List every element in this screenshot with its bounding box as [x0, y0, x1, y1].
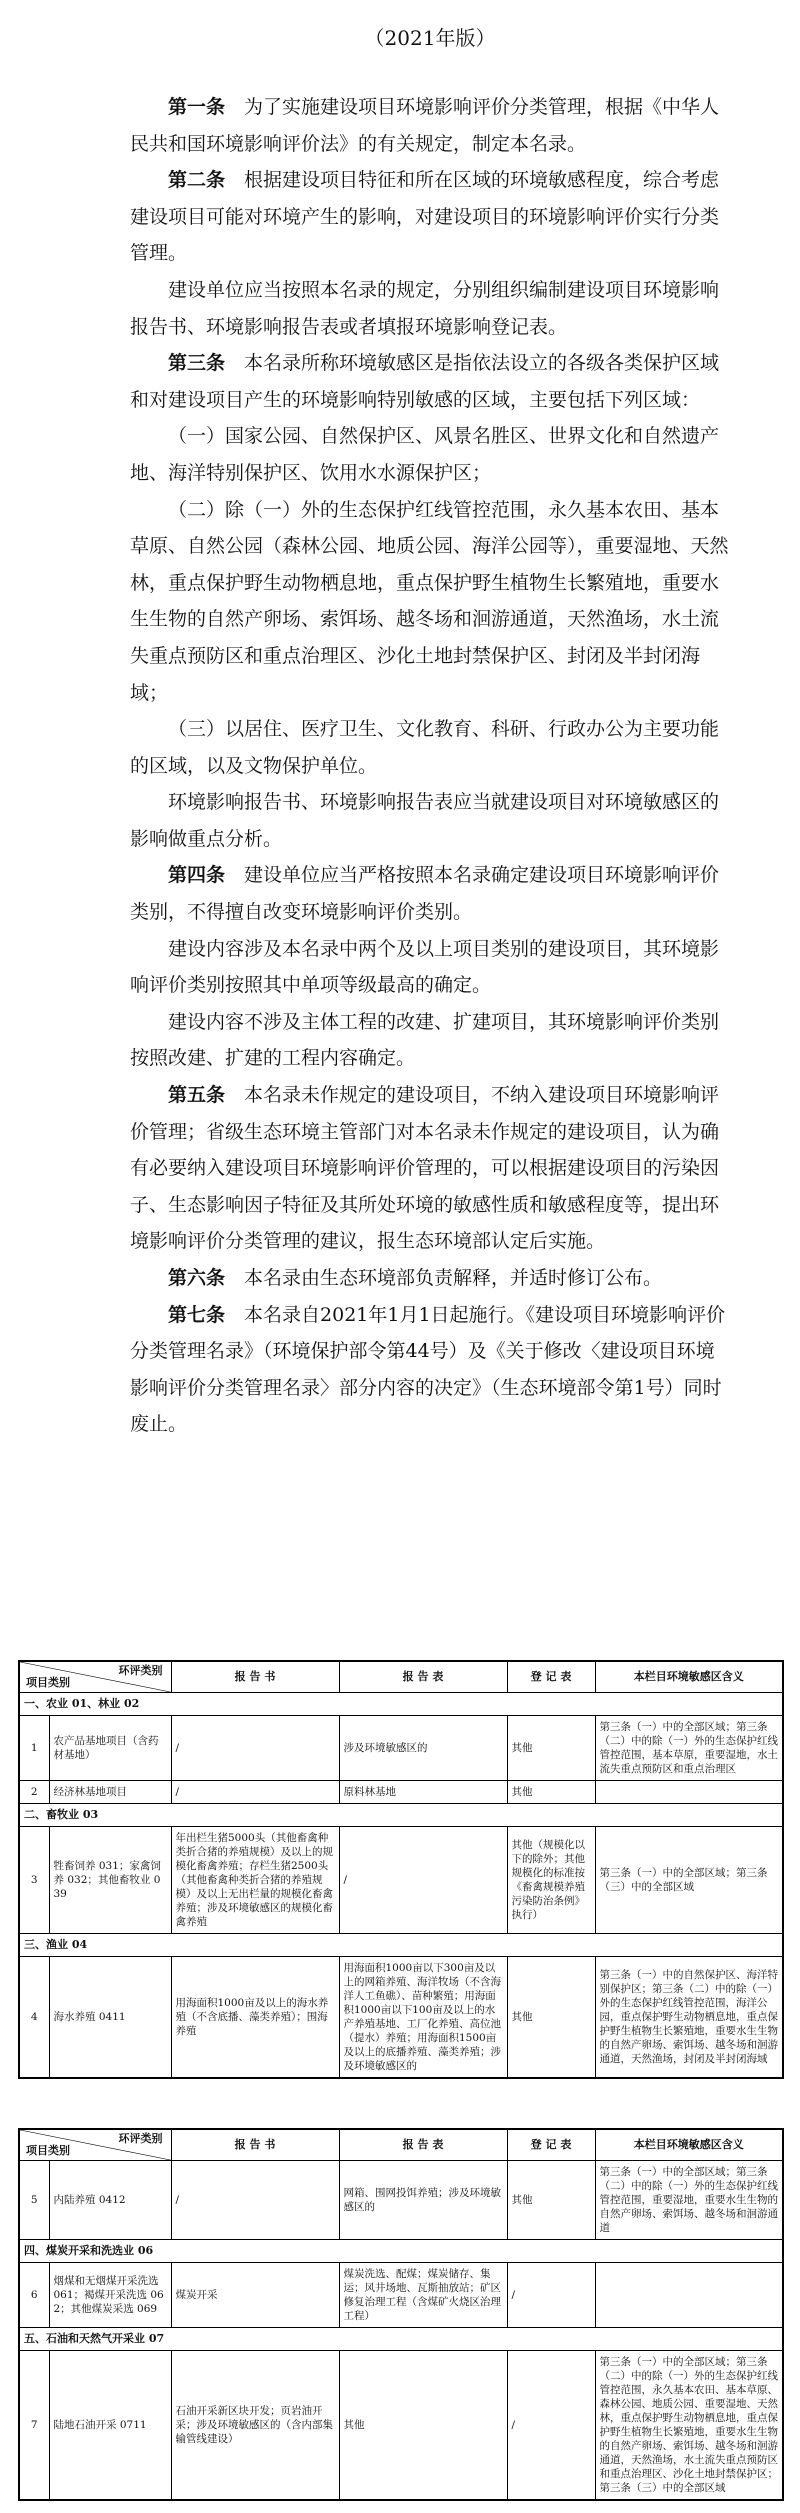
row-number: 3: [19, 1827, 49, 1934]
table-header-row: [19, 2129, 783, 2161]
article-paragraph: [130, 857, 730, 930]
article-text: 为了实施建设项目环境影响评价分类管理，根据《中华人民共和国环境影响评价法》的有关规定，制定本名录。: [130, 96, 720, 155]
article-paragraph: [130, 784, 730, 857]
report-form-cell: 其他: [339, 2351, 507, 2501]
report-form-cell: 网箱、围网投饵养殖；涉及环境敏感区的: [339, 2161, 507, 2240]
report-book-cell: /: [171, 1781, 339, 1804]
header-sensitive-area: 本栏目环境敏感区含义: [595, 2129, 783, 2161]
article-paragraph: [130, 89, 730, 162]
article-paragraph: [130, 492, 730, 712]
header-registration: 登 记 表: [507, 1661, 595, 1693]
table-row: [19, 1781, 783, 1804]
project-category: 农产品基地项目（含药材基地）: [49, 1716, 171, 1781]
sensitive-area-cell: [595, 2263, 783, 2328]
table-section-row: [19, 1693, 783, 1716]
article-number: 第四条: [168, 864, 226, 887]
article-text: （三）以居住、医疗卫生、文化教育、科研、行政办公为主要功能的区域，以及文物保护单位。: [130, 718, 720, 777]
section-title: 四、煤炭开采和洗选业 06: [19, 2240, 783, 2263]
report-form-cell: /: [339, 1827, 507, 1934]
section-title: 五、石油和天然气开采业 07: [19, 2328, 783, 2351]
header-project-category: 项目类别: [26, 2144, 70, 2157]
article-number: 第六条: [168, 1267, 226, 1289]
article-text: 建设内容涉及本名录中两个及以上项目类别的建设项目，其环境影响评价类别按照其中单项等级最高的确定。: [130, 937, 720, 997]
article-text: 建设单位应当严格按照本名录确定建设项目环境影响评价类别，不得擅自改变环境影响评价类别。: [130, 864, 720, 924]
registration-cell: 其他: [507, 2161, 595, 2240]
sensitive-area-cell: [595, 1781, 783, 1804]
table-row: [19, 2161, 783, 2240]
edition-label: （2021年版）: [364, 26, 496, 50]
report-book-cell: 年出栏生猪5000头（其他畜禽种类折合猪的养殖规模）及以上的规模化畜禽养殖；存栏生猪2500头（其他畜禽种类折合猪的养殖规模）及以上无出栏量的规模化畜禽养殖；涉及环境敏感区的规模化畜禽养殖: [171, 1827, 339, 1934]
sensitive-area-cell: 第三条（一）中的自然保护区、海洋特别保护区；第三条（二）中的除（一）外的生态保护红线管控范围，海洋公园，重点保护野生动物栖息地，重点保护野生植物生长繁殖地，重要水生生物的自然产卵场、索饵场、越冬场和洄游通道，天然渔场，封闭及半封闭海域: [595, 1957, 783, 2079]
table-row: [19, 1827, 783, 1934]
project-category: 内陆养殖 0412: [49, 2161, 171, 2240]
article-text: 本名录所称环境敏感区是指依法设立的各级各类保护区域和对建设项目产生的环境影响特别敏感的区域，主要包括下列区域：: [130, 352, 720, 411]
row-number: 1: [19, 1716, 49, 1781]
report-book-cell: /: [171, 2161, 339, 2240]
project-category: 海水养殖 0411: [49, 1957, 171, 2079]
article-paragraph: [130, 1260, 730, 1297]
row-number: 6: [19, 2263, 49, 2328]
table-header-row: [19, 1661, 783, 1693]
article-number: 第一条: [168, 96, 226, 118]
header-report-form: 报 告 表: [339, 1661, 507, 1693]
table-row: [19, 2263, 783, 2328]
section-title: 一、农业 01、林业 02: [19, 1693, 783, 1716]
catalog-table-2-wrap: [18, 2128, 782, 2501]
article-list: [130, 89, 730, 1443]
article-paragraph: [130, 1297, 730, 1443]
registration-cell: /: [507, 2263, 595, 2328]
registration-cell: /: [507, 2351, 595, 2501]
project-category: 烟煤和无烟煤开采洗选 061；褐煤开采洗选 062；其他煤炭采选 069: [49, 2263, 171, 2328]
sensitive-area-cell: 第三条（一）中的全部区域；第三条（三）中的全部区域: [595, 1827, 783, 1934]
article-number: 第七条: [168, 1303, 226, 1326]
article-text: 环境影响报告书、环境影响报告表应当就建设项目对环境敏感区的影响做重点分析。: [130, 791, 720, 850]
table-row: [19, 1716, 783, 1781]
table-row: [19, 2351, 783, 2501]
row-number: 5: [19, 2161, 49, 2240]
header-eia-category: 环评类别: [118, 2132, 163, 2145]
article-number: 第三条: [168, 352, 226, 375]
row-number: 2: [19, 1781, 49, 1804]
registration-cell: 其他: [507, 1957, 595, 2079]
table-section-row: [19, 1934, 783, 1957]
row-number: 4: [19, 1957, 49, 2079]
registration-cell: 其他: [507, 1716, 595, 1781]
article-text: 建设内容不涉及主体工程的改建、扩建项目，其环境影响评价类别按照改建、扩建的工程内容确定。: [130, 1010, 720, 1070]
article-paragraph: [130, 272, 730, 345]
article-text: 本名录未作规定的建设项目，不纳入建设项目环境影响评价管理；省级生态环境主管部门对本名录未作规定的建设项目，认为确有必要纳入建设项目环境影响评价管理的，可以根据建设项目的污染因子、生态影响因子特征及其所处环境的敏感性质和敏感程度等，提出环境影响评价分类管理的建议，报生态环境部认定后实施。: [130, 1084, 720, 1253]
article-text: 建设单位应当按照本名录的规定，分别组织编制建设项目环境影响报告书、环境影响报告表或者填报环境影响登记表。: [130, 278, 720, 338]
header-eia-category: 环评类别: [118, 1664, 163, 1677]
report-form-cell: 煤炭洗选、配煤；煤炭储存、集运；风井场地、瓦斯抽放站；矿区修复治理工程（含煤矿火烧区治理工程）: [339, 2263, 507, 2328]
report-form-cell: 用海面积1000亩以下300亩及以上的网箱养殖、海洋牧场（不含海洋人工鱼礁）、苗种繁殖；用海面积1000亩以下100亩及以上的水产养殖基地、工厂化养殖、高位池（提水）养殖；用海面积1500亩及以上的底播养殖、藻类养殖；涉及环境敏感区的: [339, 1957, 507, 2079]
sensitive-area-cell: 第三条（一）中的全部区域；第三条（二）中的除（一）外的生态保护红线管控范围，基本草原，重要湿地，水土流失重点预防区和重点治理区: [595, 1716, 783, 1781]
article-paragraph: [130, 162, 730, 272]
article-number: 第五条: [168, 1084, 226, 1107]
project-category: 经济林基地项目: [49, 1781, 171, 1804]
section-title: 三、渔业 04: [19, 1934, 783, 1957]
article-paragraph: [130, 1077, 730, 1260]
header-project-category: 项目类别: [26, 1676, 70, 1689]
article-paragraph: [130, 1004, 730, 1077]
article-text: 本名录自2021年1月1日起施行。《建设项目环境影响评价分类管理名录》（环境保护部令第44号）及《关于修改〈建设项目环境影响评价分类管理名录〉部分内容的决定》（生态环境部令第1号）同时废止。: [130, 1303, 726, 1436]
project-category: 牲畜饲养 031；家禽饲养 032；其他畜牧业 039: [49, 1827, 171, 1934]
table-section-row: [19, 1804, 783, 1827]
report-form-cell: 原料林基地: [339, 1781, 507, 1804]
report-book-cell: /: [171, 1716, 339, 1781]
header-registration: 登 记 表: [507, 2129, 595, 2161]
article-text: 根据建设项目特征和所在区域的环境敏感程度，综合考虑建设项目可能对环境产生的影响，对建设项目的环境影响评价实行分类管理。: [130, 169, 720, 265]
report-book-cell: 石油开采新区块开发；页岩油开采；涉及环境敏感区的（含内部集输管线建设）: [171, 2351, 339, 2501]
header-sensitive-area: 本栏目环境敏感区含义: [595, 1661, 783, 1693]
sensitive-area-cell: 第三条（一）中的全部区域；第三条（二）中的除（一）外的生态保护红线管控范围，永久基本农田、基本草原、森林公园、地质公园、重要湿地、天然林，重点保护野生动物栖息地，重点保护野生植物生长繁殖地，重要水生生物的自然产卵场、索饵场、越冬场和洄游通道，天然渔场，水土流失重点预防区和重点治理区、沙化土地封禁保护区；第三条（三）中的全部区域: [595, 2351, 783, 2501]
report-form-cell: 涉及环境敏感区的: [339, 1716, 507, 1781]
catalog-table-1-wrap: [18, 1660, 782, 2079]
header-report-book: 报 告 书: [171, 2129, 339, 2161]
article-paragraph: [130, 711, 730, 784]
table-section-row: [19, 2240, 783, 2263]
header-corner-cell: [19, 2129, 171, 2161]
article-text: （一）国家公园、自然保护区、风景名胜区、世界文化和自然遗产地、海洋特别保护区、饮用水水源保护区；: [130, 425, 720, 484]
article-paragraph: [130, 418, 730, 491]
section-title: 二、畜牧业 03: [19, 1804, 783, 1827]
registration-cell: 其他: [507, 1781, 595, 1804]
article-paragraph: [130, 345, 730, 418]
catalog-table-1: [18, 1660, 784, 2079]
registration-cell: 其他（规模化以下的除外；其他规模化的标准按《畜禽规模养殖污染防治条例》执行）: [507, 1827, 595, 1934]
header-corner-cell: [19, 1661, 171, 1693]
article-text: （二）除（一）外的生态保护红线管控范围，永久基本农田、基本草原、自然公园（森林公园、地质公园、海洋公园等），重要湿地、天然林，重点保护野生动物栖息地，重点保护野生植物生长繁殖地，重要水生生物的自然产卵场、索饵场、越冬场和洄游通道，天然渔场，水土流失重点预防区和重点治理区、沙化土地封禁保护区、封闭及半封闭海域；: [130, 498, 729, 704]
header-report-book: 报 告 书: [171, 1661, 339, 1693]
sensitive-area-cell: 第三条（一）中的全部区域；第三条（二）中的除（一）外的生态保护红线管控范围，重要湿地，重要水生生物的自然产卵场、索饵场、越冬场和洄游通道: [595, 2161, 783, 2240]
article-number: 第二条: [168, 169, 226, 192]
report-book-cell: 煤炭开采: [171, 2263, 339, 2328]
article-text: 本名录由生态环境部负责解释，并适时修订公布。: [244, 1267, 663, 1289]
header-report-form: 报 告 表: [339, 2129, 507, 2161]
table-section-row: [19, 2328, 783, 2351]
row-number: 7: [19, 2351, 49, 2501]
catalog-table-2: [18, 2128, 784, 2501]
table-row: [19, 1957, 783, 2079]
article-paragraph: [130, 931, 730, 1004]
project-category: 陆地石油开采 0711: [49, 2351, 171, 2501]
report-book-cell: 用海面积1000亩及以上的海水养殖（不含底播、藻类养殖）；围海养殖: [171, 1957, 339, 2079]
